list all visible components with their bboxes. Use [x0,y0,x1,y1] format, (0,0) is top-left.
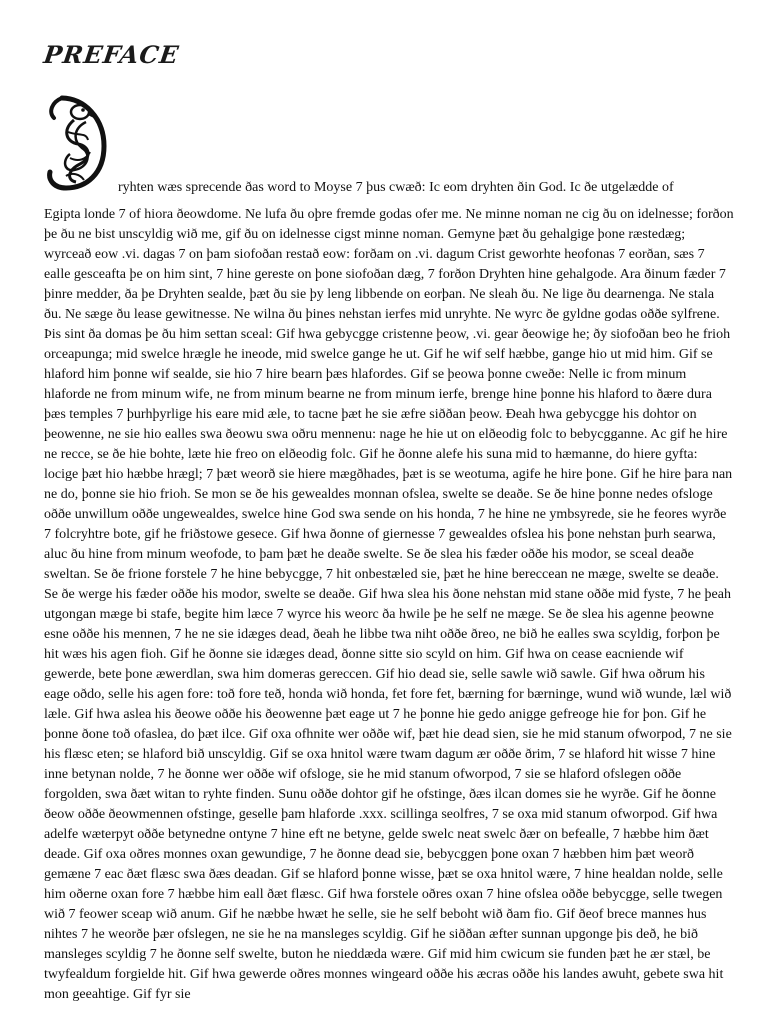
illuminated-initial-d-icon [44,92,108,192]
page-heading: PREFACE [41,40,181,69]
body-paragraph: Egipta londe 7 of hiora ðeowdome. Ne lufa ðu oþre fremde godas ofer me. Ne minne noman ne cig ðu on idelnesse; forðon þe ðu ne bist unscyldig wið me, gif ðu on idelnesse cigst minne noman. Gemyne þæt ðu gehalgige þone ræstedæg; wyrceað eow .vi. dagas 7 on þam siofoðan restað eow: forðam on .vi. dagum Crist geworhte heofonas 7 eorðan, sæs 7 ealle gesceafta þe on him sint, 7 hine gereste on þone siofoðan dæg, 7 forðon Dryhten hine gehalgode. Ara ðinum fæder 7 þinre medder, ða þe Dryhten sealde, þæt ðu sie þy leng libbende on eorþan. Ne sleah ðu. Ne lige ðu dearnenga. Ne stala ðu. Ne sæge ðu lease gewitnesse. Ne wilna ðu þines nehstan ierfes mid unryhte. Ne wyrc ðe gyldne godas oððe sylfrene. Þis sint ða domas þe ðu him settan sceal: Gif hwa gebycgge cristenne þeow, .vi. gear ðeowige he; ðy siofoðan beo he frioh orceapunga; mid swelce hrægle he ineode, mid swelce gange he ut. Gif he wif self hæbbe, gange hio ut mid him. Gif se hlaford him þonne wif sealde, sie hio 7 hire bearn þæs hlafordes. Gif se þeowa þonne cweðe: Nelle ic from minum hlaforde ne from minum wife, ne from minum bearne ne from minum ierfe, brenge hine þonne his hlaford to ðære dura þæs temples 7 þurhþyrlige his eare mid æle, to tacne þæt he sie æfre siððan þeow. Ðeah hwa gebycgge his dohtor on þeowenne, ne sie hio ealles swa ðeowu swa oðru mennenu: nage he hie ut on elðeodig folc to bebycgganne. Ac gif he hire ne recce, se ðe hie bohte, læte hie freo on elðeodig folc. Gif he ðonne alefe his suna mid to hæmanne, do hiere gyfta: locige þæt hio hæbbe hrægl; 7 þæt weorð sie hiere mægðhades, þæt is se weotuma, agife he hire þone. Gif he hire þara nan ne do, þonne sie hio frioh. Se mon se ðe his gewealdes monnan ofslea, swelte se deaðe. Se ðe hine þonne nedes ofsloge oððe unwillum oððe ungewealdes, swelce hine God swa sende on his honda, 7 he hine ne ymbsyrede, sie he feores wyrðe 7 folcryhtre bote, gif he friðstowe gesece. Gif hwa ðonne of giernesse 7 gewealdes ofslea his þone nehstan þurh searwa, aluc ðu hine from minum weofode, to þam þæt he deaðe swelte. Se ðe slea his fæder oððe his modor, se sceal deaðe sweltan. Se ðe frione forstele 7 he hine bebycgge, 7 hit onbestæled sie, þæt he hine bereccean ne mæge, swelte se deaðe. Se ðe werge his fæder oððe his modor, swelte se deaðe. Gif hwa slea his ðone nehstan mid stane oððe mid fyste, 7 he þeah utgongan mæge bi stafe, begite him læce 7 wyrce his weorc ða hwile þe he self ne mæge. Se ðe slea his agenne þeowne esne oððe his mennen, 7 he ne sie idæges dead, ðeah he libbe twa niht oððe ðreo, ne bið he ealles swa scyldig, forþon þe hit wæs his agen fioh. Gif he ðonne sie idæges dead, ðonne sitte sio scyld on him. Gif hwa on cease eacniende wif gewerde, bete þone æwerdlan, swa him domeras gereccen. Gif hio dead sie, selle sawle wið sawle. Gif hwa oðrum his eage oðdo, selle his agen fore: toð fore teð, honda wið honda, fet fore fet, bærning for bærninge, wund wið wunde, læl wið læle. Gif hwa aslea his ðeowe oððe his ðeowenne þæt eage ut 7 he þonne hie gedo anigge gefreoge hie for þon. Gif he þonne ðone toð ofaslea, do þæt ilce. Gif oxa ofhnite wer oððe wif, þæt hie dead sien, sie he mid stanum ofworpod, 7 ne sie his flæsc eten; se hlaford bið unscyldig. Gif se oxa hnitol wære twam dagum ær oððe ðrim, 7 se hlaford hit wisse 7 hine inne betynan nolde, 7 he ðonne wer oððe wif ofsloge, sie he mid stanum ofworpod, 7 sie se hlaford ofslegen oððe forgolden, swa ðæt witan to ryhte finden. Sunu oððe dohtor gif he ofstinge, ðæs ilcan domes sie he wyrðe. Gif he ðonne ðeow oððe ðeowmennen ofstinge, geselle þam hlaforde .xxx. scillinga seolfres, 7 se oxa mid stanum ofworpod. Gif hwa adelfe wæterpyt oððe betynedne ontyne 7 hine eft ne betyne, gelde swelc neat swelc ðær on befealle, 7 hæbbe him ðæt deade. Gif oxa oðres monnes oxan gewundige, 7 he ðonne dead sie, bebycggen þone oxan 7 hæbben him þæt weorð gemæne 7 eac ðæt flæsc swa ðæs deadan. Gif se hlaford þonne wisse, þæt se oxa hnitol wære, 7 hine healdan nolde, selle him oðerne oxan fore 7 hæbbe him eall ðæt flæsc. Gif hwa forstele oðres oxan 7 hine ofslea oððe bebycgge, selle twegen wið 7 feower sceap wið anum. Gif he næbbe hwæt he selle, sie he self beboht wið ðam fio. Gif ðeof brece mannes hus nihtes 7 he weorðe þær ofslegen, ne sie he na mansleges scyldig. Gif he siððan æfter sunnan upgonge þis deð, he bið mansleges scyldig 7 he ðonne self swelte, buton he nieddæda wære. Gif mid him cwicum sie funden þæt he ær stæl, be twyfealdum forgielde hit. Gif hwa gewerde oðres monnes wingeard oððe his æcras oððe his landes awuht, gebete swa hit mon geeahtige. Gif fyr sie [44,207,734,1002]
opening-line: ryhten wæs sprecende ðas word to Moyse 7 þus cwæð: Ic eom dryhten ðin God. Ic ðe utgelædde of [118,180,674,195]
